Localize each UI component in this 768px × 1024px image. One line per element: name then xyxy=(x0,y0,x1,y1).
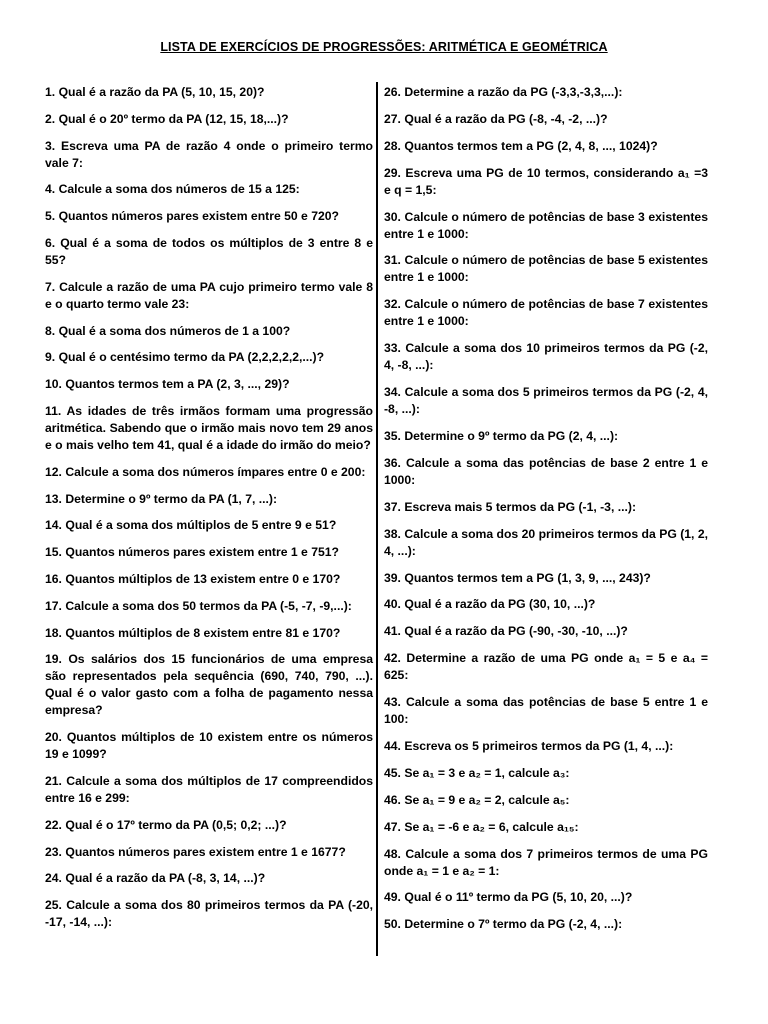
exercise-item xyxy=(45,517,373,534)
exercise-item xyxy=(384,650,708,684)
exercise-text: Calcule a soma dos múltiplos de 17 compreendidos entre 16 e 299: xyxy=(45,773,373,805)
exercise-text: Calcule a soma dos 80 primeiros termos da PA (-20, -17, -14, ...): xyxy=(45,898,374,930)
exercise-item xyxy=(384,526,708,560)
exercise-text: Qual é a soma de todos os múltiplos de 3 entre 8 e 55? xyxy=(45,235,373,267)
exercise-item xyxy=(45,773,373,807)
exercise-text: Calcule a soma dos números de 15 a 125: xyxy=(58,182,300,197)
exercise-text: Escreva uma PG de 10 termos, considerando a₁ =3 e q = 1,5: xyxy=(384,165,708,197)
exercise-item xyxy=(384,252,708,286)
exercise-number: 50. xyxy=(384,917,401,932)
exercise-number: 38. xyxy=(384,526,401,541)
exercise-item xyxy=(45,111,373,128)
exercise-text: Calcule a soma dos 20 primeiros termos da PG (1, 2, 4, ...): xyxy=(384,526,708,558)
exercise-item xyxy=(45,491,373,508)
exercise-text: Quantos múltiplos de 8 existem entre 81 e 170? xyxy=(65,625,341,640)
exercise-text: Calcule a soma dos números ímpares entre 0 e 200: xyxy=(65,464,366,479)
exercise-item xyxy=(45,403,373,454)
exercise-number: 5. xyxy=(45,209,56,224)
exercise-item xyxy=(45,817,373,834)
exercise-text: Determine a razão da PG (-3,3,-3,3,...): xyxy=(404,85,623,99)
exercise-text: Qual é a razão da PG (-8, -4, -2, ...)? xyxy=(404,111,608,126)
exercise-text: Calcule a razão de uma PA cujo primeiro termo vale 8 e o quarto termo vale 23: xyxy=(45,279,374,311)
exercise-number: 9. xyxy=(45,350,56,365)
exercise-text: Se a₁ = -6 e a₂ = 6, calcule a₁₅: xyxy=(404,819,579,834)
exercise-text: Qual é o 17º termo da PA (0,5; 0,2; ...)? xyxy=(65,817,287,832)
exercise-number: 14. xyxy=(45,518,62,533)
right-column xyxy=(384,84,708,943)
exercise-number: 32. xyxy=(384,297,401,312)
exercise-text: Quantos termos tem a PA (2, 3, ..., 29)? xyxy=(65,377,290,392)
exercise-number: 7. xyxy=(45,279,56,294)
exercise-text: Quantos números pares existem entre 1 e 751? xyxy=(65,545,339,560)
exercise-item xyxy=(45,349,373,366)
exercise-number: 25. xyxy=(45,898,62,913)
exercise-number: 29. xyxy=(384,165,401,180)
exercise-item xyxy=(384,819,708,836)
exercise-number: 3. xyxy=(45,138,56,153)
exercise-text: Qual é a razão da PG (-90, -30, -10, ...)? xyxy=(404,624,628,639)
exercise-item xyxy=(384,916,708,933)
exercise-text: As idades de três irmãos formam uma progressão aritmética. Sabendo que o irmão mais novo tem 29 anos e o mais velho tem 41, qual é a idade do irmão do meio? xyxy=(45,403,373,452)
exercise-text: Determine o 9º termo da PA (1, 7, ...): xyxy=(65,491,278,506)
exercise-item xyxy=(45,844,373,861)
exercise-text: Calcule a soma das potências de base 2 entre 1 e 1000: xyxy=(384,455,709,487)
exercise-number: 16. xyxy=(45,571,62,586)
exercise-item xyxy=(45,897,373,931)
exercise-text: Determine a razão de uma PG onde a₁ = 5 e a₄ = 625: xyxy=(384,651,708,683)
exercise-item xyxy=(45,729,373,763)
exercise-number: 48. xyxy=(384,846,401,861)
left-column xyxy=(45,84,373,941)
exercise-number: 49. xyxy=(384,890,401,905)
exercise-text: Quantos termos tem a PG (1, 3, 9, ..., 243)? xyxy=(404,570,651,585)
exercise-number: 18. xyxy=(45,625,62,640)
exercise-number: 31. xyxy=(384,253,401,268)
exercise-item xyxy=(384,738,708,755)
exercise-number: 24. xyxy=(45,871,62,886)
exercise-number: 44. xyxy=(384,739,401,754)
exercise-item xyxy=(384,428,708,445)
exercise-text: Escreva uma PA de razão 4 onde o primeiro termo vale 7: xyxy=(45,138,373,170)
exercise-text: Qual é a razão da PG (30, 10, ...)? xyxy=(404,597,596,612)
exercise-number: 22. xyxy=(45,817,62,832)
exercise-item xyxy=(384,570,708,587)
exercise-number: 42. xyxy=(384,651,401,666)
exercise-item xyxy=(384,596,708,613)
exercise-item xyxy=(384,694,708,728)
column-divider xyxy=(376,82,378,956)
exercise-text: Escreva os 5 primeiros termos da PG (1, 4, ...): xyxy=(404,739,674,754)
exercise-text: Calcule a soma dos 10 primeiros termos da PG (-2, 4, -8, ...): xyxy=(384,341,708,373)
exercise-number: 8. xyxy=(45,323,56,338)
exercise-item xyxy=(384,111,708,128)
exercise-text: Qual é a razão da PA (-8, 3, 14, ...)? xyxy=(65,871,266,886)
exercise-text: Calcule a soma dos 50 termos da PA (-5, -7, -9,...): xyxy=(65,598,352,613)
exercise-item xyxy=(45,181,373,198)
exercise-text: Qual é o 20º termo da PA (12, 15, 18,...)? xyxy=(58,111,289,126)
exercise-item xyxy=(384,165,708,199)
exercise-text: Escreva mais 5 termos da PG (-1, -3, ...): xyxy=(404,499,637,514)
exercise-text: Calcule o número de potências de base 3 existentes entre 1 e 1000: xyxy=(384,209,708,241)
exercise-number: 37. xyxy=(384,499,401,514)
exercise-number: 2. xyxy=(45,111,56,126)
exercise-number: 10. xyxy=(45,377,62,392)
exercise-number: 46. xyxy=(384,792,401,807)
exercise-number: 23. xyxy=(45,844,62,859)
exercise-item xyxy=(384,209,708,243)
exercise-text: Quantos números pares existem entre 50 e 720? xyxy=(58,209,339,224)
exercise-number: 27. xyxy=(384,111,401,126)
exercise-number: 17. xyxy=(45,598,62,613)
exercise-item xyxy=(384,138,708,155)
exercise-number: 30. xyxy=(384,209,401,224)
exercise-number: 26. xyxy=(384,85,401,99)
exercise-number: 36. xyxy=(384,455,401,470)
exercise-text: Quantos múltiplos de 13 existem entre 0 e 170? xyxy=(65,571,341,586)
exercise-number: 20. xyxy=(45,730,62,745)
exercise-text: Se a₁ = 9 e a₂ = 2, calcule a₅: xyxy=(404,792,570,807)
exercise-item xyxy=(384,499,708,516)
exercise-item xyxy=(384,792,708,809)
exercise-item xyxy=(384,84,708,101)
exercise-number: 19. xyxy=(45,652,62,667)
exercise-item xyxy=(384,765,708,782)
exercise-number: 13. xyxy=(45,491,62,506)
exercise-number: 4. xyxy=(45,182,56,197)
exercise-item xyxy=(384,384,708,418)
exercise-number: 11. xyxy=(45,403,62,418)
exercise-text: Calcule o número de potências de base 7 existentes entre 1 e 1000: xyxy=(384,297,708,329)
exercise-item xyxy=(45,571,373,588)
exercise-text: Qual é a razão da PA (5, 10, 15, 20)? xyxy=(58,85,265,99)
exercise-text: Calcule a soma dos 7 primeiros termos de uma PG onde a₁ = 1 e a₂ = 1: xyxy=(384,846,708,878)
exercise-text: Determine o 7º termo da PG (-2, 4, ...): xyxy=(404,917,623,932)
exercise-item xyxy=(384,340,708,374)
exercise-text: Calcule o número de potências de base 5 existentes entre 1 e 1000: xyxy=(384,253,708,285)
exercise-item xyxy=(384,846,708,880)
exercise-text: Calcule a soma dos 5 primeiros termos da PG (-2, 4, -8, ...): xyxy=(384,385,708,417)
exercise-item xyxy=(384,623,708,640)
exercise-item xyxy=(384,296,708,330)
exercise-number: 12. xyxy=(45,464,62,479)
exercise-number: 34. xyxy=(384,385,401,400)
exercise-item xyxy=(45,598,373,615)
exercise-number: 45. xyxy=(384,765,401,780)
exercise-text: Qual é o 11º termo da PG (5, 10, 20, ...)? xyxy=(404,890,633,905)
exercise-number: 43. xyxy=(384,695,401,710)
exercise-text: Qual é o centésimo termo da PA (2,2,2,2,2,...)? xyxy=(58,350,325,365)
exercise-text: Quantos termos tem a PG (2, 4, 8, ..., 1024)? xyxy=(404,138,658,153)
exercise-number: 21. xyxy=(45,773,62,788)
exercise-number: 15. xyxy=(45,545,62,560)
exercise-number: 40. xyxy=(384,597,401,612)
exercise-number: 35. xyxy=(384,429,401,444)
exercise-item xyxy=(45,279,373,313)
exercise-text: Se a₁ = 3 e a₂ = 1, calcule a₃: xyxy=(404,765,570,780)
exercise-item xyxy=(384,455,708,489)
exercise-item xyxy=(45,138,373,172)
exercise-text: Os salários dos 15 funcionários de uma empresa são representados pela sequência (690, 740, 790, ...). Qual é o valor gasto com a folha de pagamento nessa empresa? xyxy=(45,652,373,718)
exercise-number: 47. xyxy=(384,819,401,834)
exercise-item xyxy=(45,651,373,719)
exercise-item xyxy=(45,544,373,561)
exercise-text: Quantos números pares existem entre 1 e 1677? xyxy=(65,844,346,859)
exercise-item xyxy=(45,625,373,642)
exercise-item xyxy=(45,323,373,340)
exercise-number: 39. xyxy=(384,570,401,585)
exercise-text: Qual é a soma dos números de 1 a 100? xyxy=(58,323,291,338)
exercise-item xyxy=(45,208,373,225)
exercise-item xyxy=(45,870,373,887)
exercise-item xyxy=(45,376,373,393)
exercise-number: 33. xyxy=(384,341,401,356)
exercise-text: Quantos múltiplos de 10 existem entre os números 19 e 1099? xyxy=(45,730,374,762)
exercise-item xyxy=(45,464,373,481)
exercise-number: 1. xyxy=(45,85,56,99)
exercise-number: 6. xyxy=(45,235,56,250)
exercise-item xyxy=(384,889,708,906)
exercise-text: Qual é a soma dos múltiplos de 5 entre 9 e 51? xyxy=(65,518,337,533)
page-title: LISTA DE EXERCÍCIOS DE PROGRESSÕES: ARITMÉTICA E GEOMÉTRICA xyxy=(160,40,608,54)
exercise-text: Calcule a soma das potências de base 5 entre 1 e 100: xyxy=(384,695,709,727)
exercise-number: 28. xyxy=(384,138,401,153)
exercise-text: Determine o 9º termo da PG (2, 4, ...): xyxy=(404,429,619,444)
exercise-item xyxy=(45,84,373,101)
exercise-item xyxy=(45,235,373,269)
exercise-number: 41. xyxy=(384,624,401,639)
